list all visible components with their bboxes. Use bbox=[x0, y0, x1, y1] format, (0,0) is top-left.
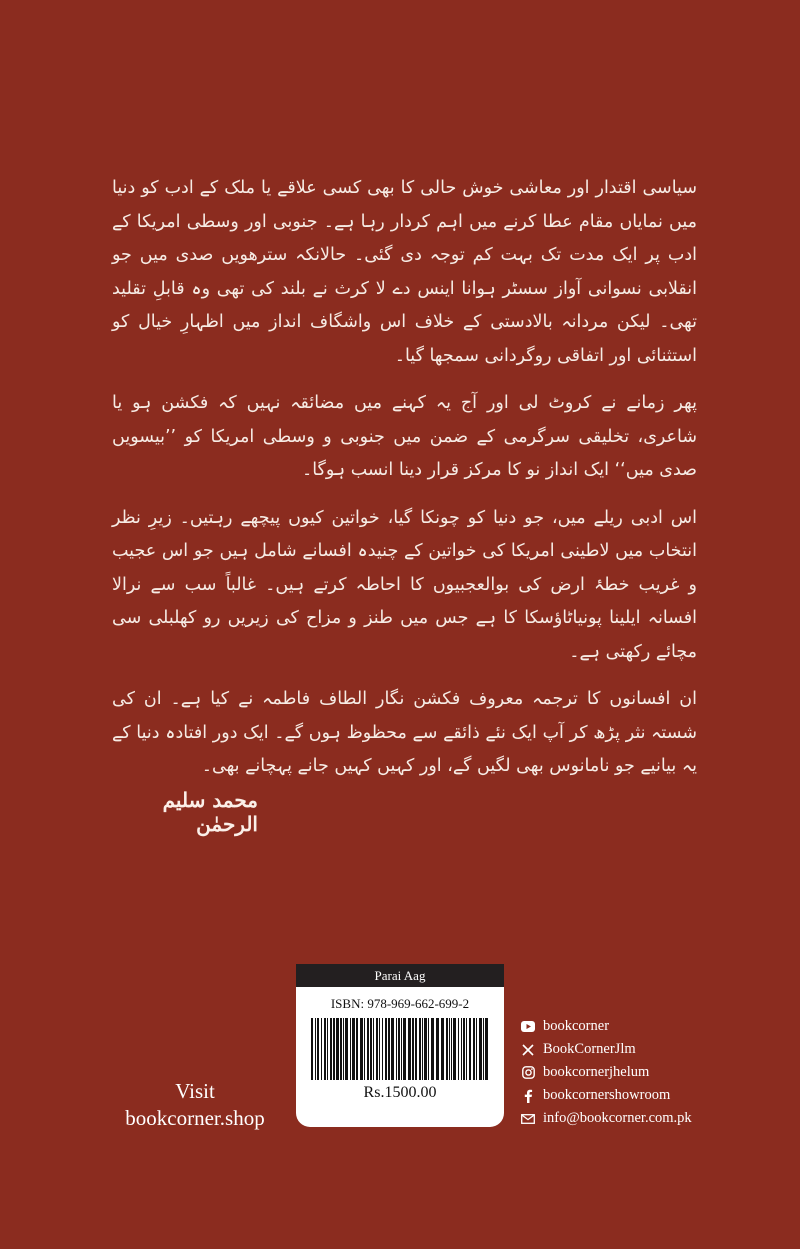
blurb-paragraph-1: سیاسی اقتدار اور معاشی خوش حالی کا بھی کسی علاقے یا ملک کے ادب کو دنیا میں نمایاں مقام عطا کرنے میں اہم کردار رہا ہے۔ جنوبی اور وسطی امریکا کے ادب پر ایک مدت تک بہت کم توجہ دی گئی۔ حالانکہ سترھویں صدی میں جو انقلابی نسوانی آواز سسٹر ہوانا اینس دے لا کرث نے بلند کی تھی وہ قابلِ تقلید تھی۔ لیکن مردانہ بالادستی کے خلاف اس واشگاف انداز میں اظہارِ خیال کو استثنائی اور اتفاقی روگردانی سمجھا گیا۔ bbox=[112, 178, 697, 366]
social-x-label: BookCornerJlm bbox=[543, 1041, 636, 1057]
social-email-label: info@bookcorner.com.pk bbox=[543, 1110, 692, 1126]
social-instagram[interactable] bbox=[521, 1061, 781, 1084]
visit-website[interactable] bbox=[100, 1078, 290, 1132]
back-cover-blurb bbox=[112, 172, 697, 798]
x-icon bbox=[521, 1043, 535, 1057]
blurb-paragraph-4: ان افسانوں کا ترجمہ معروف فکشن نگار الطاف فاطمہ نے کیا ہے۔ ان کی شستہ نثر پڑھ کر آپ ایک نئے ذائقے سے محظوظ ہوں گے۔ ایک دور افتادہ دنیا کے یہ بیانیے جو نامانوس بھی لگیں گے، اور کہیں کہیں جانے پہچانے بھی۔ bbox=[112, 689, 697, 776]
website-link[interactable]: bookcorner.shop bbox=[125, 1106, 265, 1130]
barcode-panel bbox=[296, 964, 504, 1127]
social-youtube-label: bookcorner bbox=[543, 1018, 610, 1034]
social-email[interactable] bbox=[521, 1107, 781, 1130]
social-facebook[interactable] bbox=[521, 1084, 781, 1107]
price-label: Rs.1500.00 bbox=[363, 1084, 437, 1101]
book-title-label: Parai Aag bbox=[296, 964, 504, 987]
visit-label: Visit bbox=[175, 1079, 215, 1103]
youtube-icon bbox=[521, 1020, 535, 1034]
blurb-paragraph-3: اس ادبی ریلے میں، جو دنیا کو چونکا گیا، خواتین کیوں پیچھے رہتیں۔ زیرِ نظر انتخاب میں لاطینی امریکا کی خواتین کے چنیدہ افسانے شامل ہیں جو اس عجیب و غریب خطۂ ارض کی بوالعجبیوں کا احاطہ کرتے ہیں۔ غالباً سب سے نرالا افسانہ ایلینا پونیاٹاؤسکا کا ہے جس میں طنز و مزاح کی زیریں رو کھلبلی سی مچائے رکھتی ہے۔ bbox=[112, 507, 697, 662]
instagram-icon bbox=[521, 1066, 535, 1080]
facebook-icon bbox=[521, 1089, 535, 1103]
isbn-label: ISBN: 978-969-662-699-2 bbox=[330, 996, 470, 1011]
blurb-paragraph-2: پھر زمانے نے کروٹ لی اور آج یہ کہنے میں مضائقہ نہیں کہ فکشن ہو یا شاعری، تخلیقی سرگرمی کے ضمن میں جنوبی و وسطی امریکا کو ’’بیسویں صدی میں‘‘ ایک انداز نو کا مرکز قرار دینا انسب ہوگا۔ bbox=[112, 393, 697, 480]
author-signature: محمد سلیم الرحمٰن bbox=[162, 788, 258, 836]
mail-icon bbox=[521, 1112, 535, 1126]
barcode-graphic bbox=[309, 1018, 491, 1080]
social-youtube[interactable] bbox=[521, 1015, 781, 1038]
social-facebook-label: bookcornershowroom bbox=[543, 1087, 671, 1103]
social-links bbox=[521, 1015, 781, 1130]
social-instagram-label: bookcornerjhelum bbox=[543, 1064, 650, 1080]
social-x[interactable] bbox=[521, 1038, 781, 1061]
